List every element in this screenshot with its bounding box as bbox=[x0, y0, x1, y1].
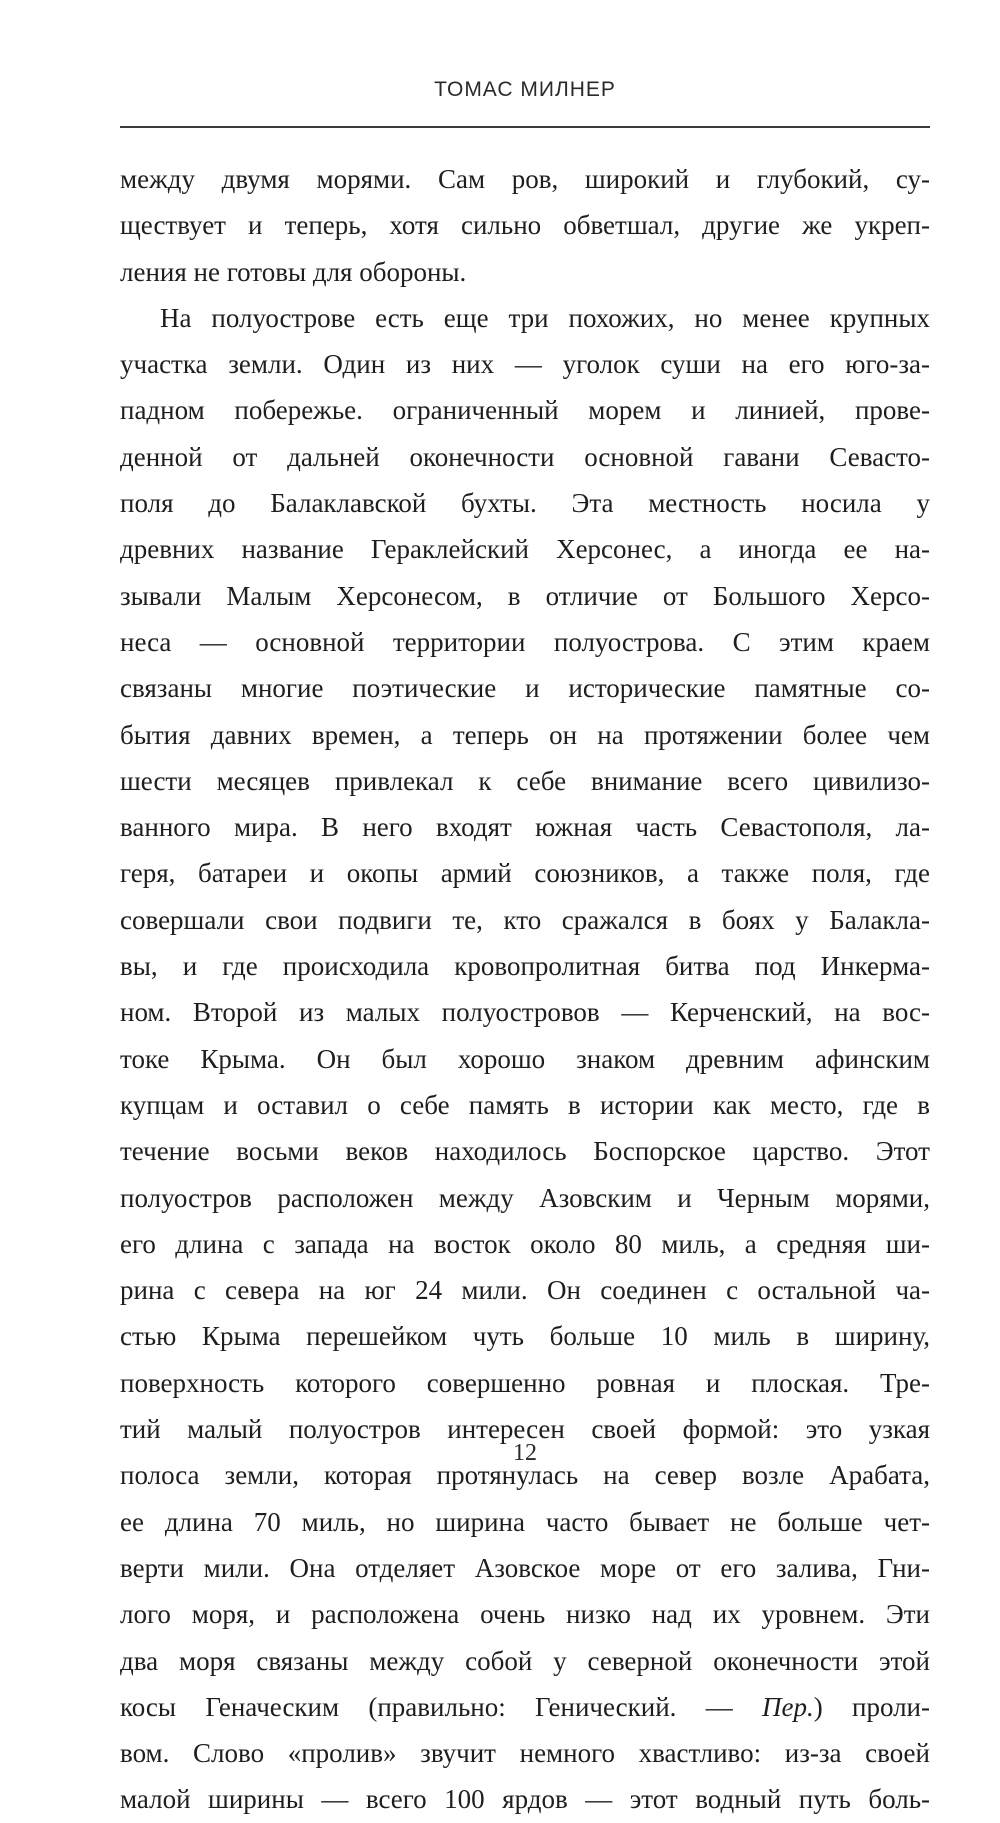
header-rule bbox=[120, 126, 930, 128]
text-line: стью Крыма перешейком чуть больше 10 миль в ширину, bbox=[120, 1321, 930, 1352]
text-line: между двумя морями. Сам ров, широкий и глубокий, су- bbox=[120, 164, 930, 194]
page-number: 12 bbox=[513, 1440, 537, 1466]
text-line: древних название Гераклейский Херсонес, а иногда ее на- bbox=[120, 534, 930, 565]
text-line: полоса земли, которая протянулась на север возле Арабата, bbox=[120, 1460, 930, 1491]
text-line: ществует и теперь, хотя сильно обветшал, другие же укреп- bbox=[120, 210, 930, 241]
text-line: ванного мира. В него входят южная часть Севастополя, ла- bbox=[120, 812, 930, 843]
text-line: неса — основной территории полуострова. С этим краем bbox=[120, 626, 930, 657]
text-line: его длина с запада на восток около 80 миль, а средняя ши- bbox=[120, 1228, 930, 1259]
paragraph-first-line: На полуострове есть еще три похожих, но менее крупных bbox=[160, 302, 930, 333]
text-line: вом. Слово «пролив» звучит немного хвастливо: из-за своей bbox=[120, 1738, 930, 1769]
text-line: ления не готовы для обороны. bbox=[120, 256, 467, 287]
text-line: лого моря, и расположена очень низко над их уровнем. Эти bbox=[120, 1599, 930, 1630]
running-head: ТОМАС МИЛНЕР bbox=[434, 78, 616, 101]
text-line: падном побережье. ограниченный морем и линией, прове- bbox=[120, 395, 930, 426]
text-line: участка земли. Один из них — уголок суши на его юго-за- bbox=[120, 349, 930, 380]
text-line: течение восьми веков находилось Боспорское царство. Этот bbox=[120, 1136, 930, 1167]
text-line: геря, батареи и окопы армий союзников, а также поля, где bbox=[120, 858, 930, 889]
text-line: ном. Второй из малых полуостровов — Керченский, на вос- bbox=[120, 997, 930, 1028]
body-text bbox=[120, 156, 930, 1823]
note-text-before: косы Геначеским (правильно: Генический. — bbox=[120, 1691, 762, 1722]
text-line: рина с севера на юг 24 мили. Он соединен с остальной ча- bbox=[120, 1275, 930, 1306]
text-line: верти мили. Она отделяет Азовское море от его залива, Гни- bbox=[120, 1552, 930, 1583]
text-line: зывали Малым Херсонесом, в отличие от Большого Херсо- bbox=[120, 580, 930, 611]
text-line: купцам и оставил о себе память в истории как место, где в bbox=[120, 1089, 930, 1120]
text-line: бытия давних времен, а теперь он на протяжении более чем bbox=[120, 719, 930, 750]
text-line: полуостров расположен между Азовским и Черным морями, bbox=[120, 1182, 930, 1213]
text-line: тий малый полуостров интересен своей формой: это узкая bbox=[120, 1414, 930, 1445]
text-line: вы, и где происходила кровопролитная битва под Инкерма- bbox=[120, 951, 930, 982]
text-line: токе Крыма. Он был хорошо знаком древним афинским bbox=[120, 1043, 930, 1074]
text-line: малой ширины — всего 100 ярдов — этот водный путь боль- bbox=[120, 1784, 930, 1815]
text-line: два моря связаны между собой у северной оконечности этой bbox=[120, 1645, 930, 1676]
text-line: поверхность которого совершенно ровная и плоская. Тре- bbox=[120, 1367, 930, 1398]
text-line: поля до Балаклавской бухты. Эта местность носила у bbox=[120, 488, 930, 519]
translator-note-italic: Пер. bbox=[761, 1691, 814, 1722]
text-line: совершали свои подвиги те, кто сражался в боях у Балакла- bbox=[120, 904, 930, 935]
text-line: шести месяцев привлекал к себе внимание всего цивилизо- bbox=[120, 765, 930, 796]
note-text-after: ) проли- bbox=[813, 1691, 930, 1722]
text-line: связаны многие поэтические и исторические памятные со- bbox=[120, 673, 930, 704]
text-line-with-note bbox=[120, 1684, 930, 1730]
text-line: денной от дальней оконечности основной гавани Севасто- bbox=[120, 441, 930, 472]
text-line: ее длина 70 миль, но ширина часто бывает не больше чет- bbox=[120, 1506, 930, 1537]
